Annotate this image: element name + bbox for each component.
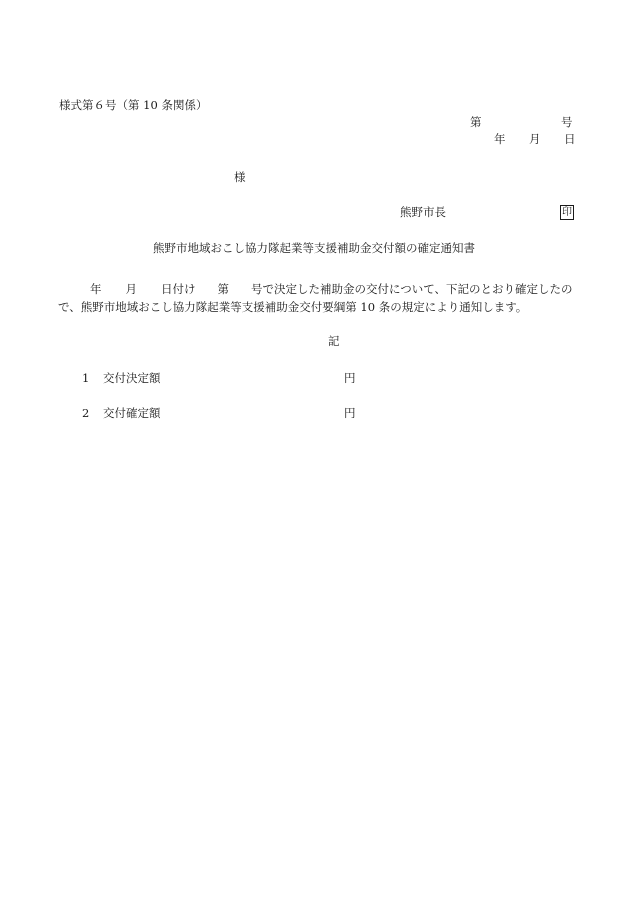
body-number-prefix: 第 — [217, 282, 229, 296]
document-number-suffix: 号 — [561, 115, 573, 129]
item-number: 1 — [82, 371, 90, 385]
ki-heading: 記 — [328, 334, 340, 348]
item-label-confirmed-amount: 交付確定額 — [103, 406, 161, 420]
document-number-prefix: 第 — [470, 115, 482, 129]
document-title: 熊野市地域おこし協力隊起業等支援補助金交付額の確定通知書 — [153, 241, 475, 255]
body-day-dated: 日付け — [161, 282, 196, 296]
seal-stamp: 印 — [560, 205, 574, 220]
body-text: 号で決定した補助金の交付について、下記のとおり確定したので、熊野市地域おこし協力隊起業等支援補助金交付要綱第 10 条の規定により通知します。 — [58, 282, 573, 314]
issuer-name: 熊野市長 — [400, 205, 446, 219]
date-month-label: 月 — [529, 132, 541, 146]
notice-body — [58, 280, 576, 316]
body-year: 年 — [90, 282, 102, 296]
item-unit-yen: 円 — [344, 371, 356, 385]
item-label-decided-amount: 交付決定額 — [103, 371, 161, 385]
date-year-label: 年 — [494, 132, 506, 146]
addressee-honorific: 様 — [234, 170, 246, 184]
item-unit-yen: 円 — [344, 406, 356, 420]
item-number: 2 — [82, 406, 90, 420]
body-month: 月 — [125, 282, 137, 296]
form-label: 様式第６号（第 10 条関係） — [59, 98, 208, 112]
date-day-label: 日 — [564, 132, 576, 146]
